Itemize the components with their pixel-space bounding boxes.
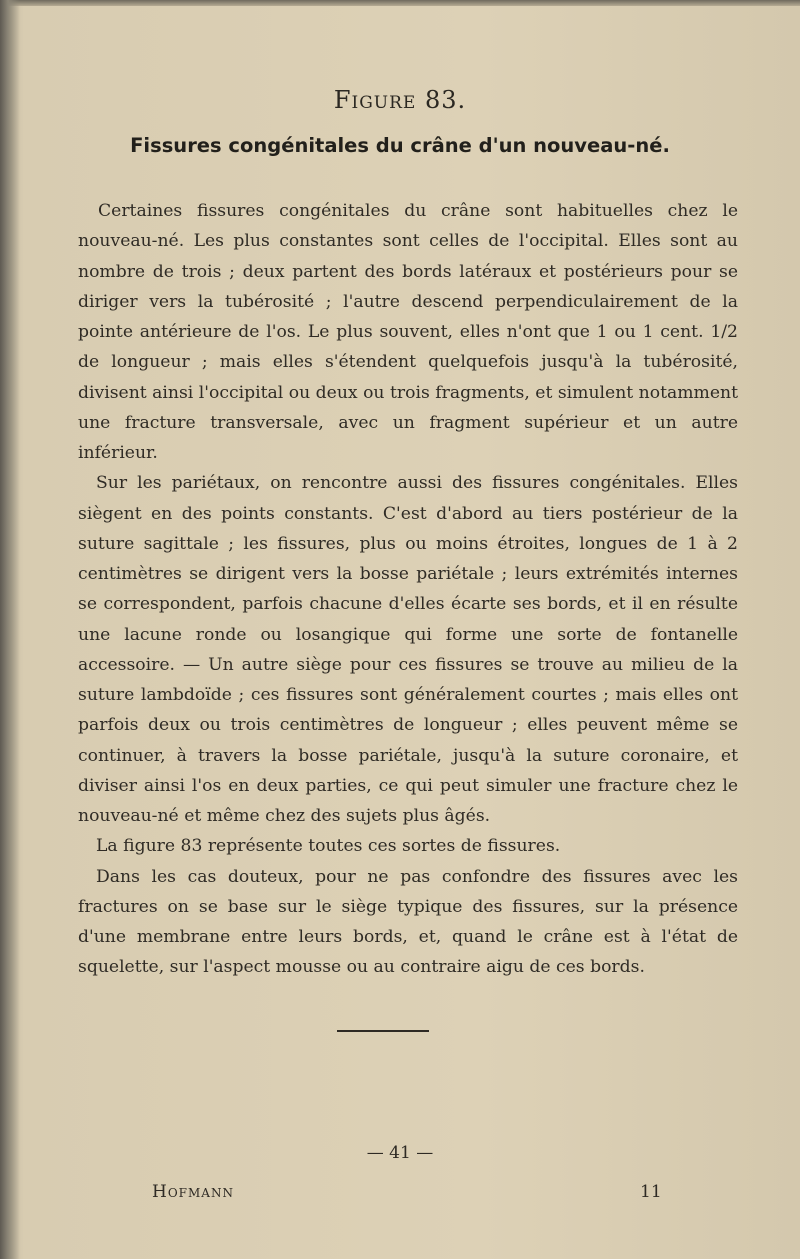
paragraph-figure-ref: La figure 83 représente toutes ces sortes de fissures. <box>96 836 561 857</box>
figure-label: Figure 83. <box>333 86 467 114</box>
end-rule <box>337 1030 429 1032</box>
paragraph-parietaux: Sur les pariétaux, on rencontre aussi des fissures congénitales. Elles siègent en des points constants. C'est d'abord au tiers postérieur de la suture sagittale ; les fissures, plus ou moins étroites, longues de 1 à 2 centimètres se dirigent vers la bosse pariétale ; leurs extrémités internes se correspondent, parfois chacune d'elles écarte ses bords, et il en résulte une lacune ronde ou losangique qui forme une sorte de fontanelle accessoire. — Un autre siège pour ces fissures se trouve au milieu de la suture lambdoïde ; ces fissures sont généralement courtes ; mais elles ont parfois deux ou trois centimètres de longueur ; elles peuvent même se continuer, à travers la bosse pariétale, jusqu'à la suture coronaire, et diviser ainsi l'os en deux parties, ce qui peut simuler une fracture chez le nouveau-né et même chez des sujets plus âgés. <box>78 473 738 826</box>
footer-author: Hofmann <box>152 1182 234 1202</box>
page-top-edge <box>0 0 800 6</box>
page-number: — 41 — <box>366 1143 434 1163</box>
footer-signature: 11 <box>640 1182 662 1202</box>
paragraph-cas-douteux: Dans les cas douteux, pour ne pas confondre des fissures avec les fractures on se base sur le siège typique des fissures, sur la présence d'une membrane entre leurs bords, et, quand le crâne est à l'état de squelette, sur l'aspect mousse ou au contraire aigu de ces bords. <box>78 866 738 978</box>
paragraph-occipital: Certaines fissures congénitales du crâne sont habituelles chez le nouveau-né. Les plus constantes sont celles de l'occipital. Elles sont au nombre de trois ; deux partent des bords latéraux et postérieurs pour se diriger vers la tubérosité ; l'autre descend perpendiculairement de la pointe antérieure de l'os. Le plus souvent, elles n'ont que 1 ou 1 cent. 1/2 de longueur ; mais elles s'étendent quelquefois jusqu'à la tubérosité, divisent ainsi l'occipital ou deux ou trois fragments, et simulent notamment une fracture transversale, avec un fragment supérieur et un autre inférieur. <box>78 201 738 463</box>
body-text <box>78 196 738 983</box>
figure-title: Fissures congénitales du crâne d'un nouveau-né. <box>130 134 670 157</box>
binding-edge <box>0 0 20 1259</box>
